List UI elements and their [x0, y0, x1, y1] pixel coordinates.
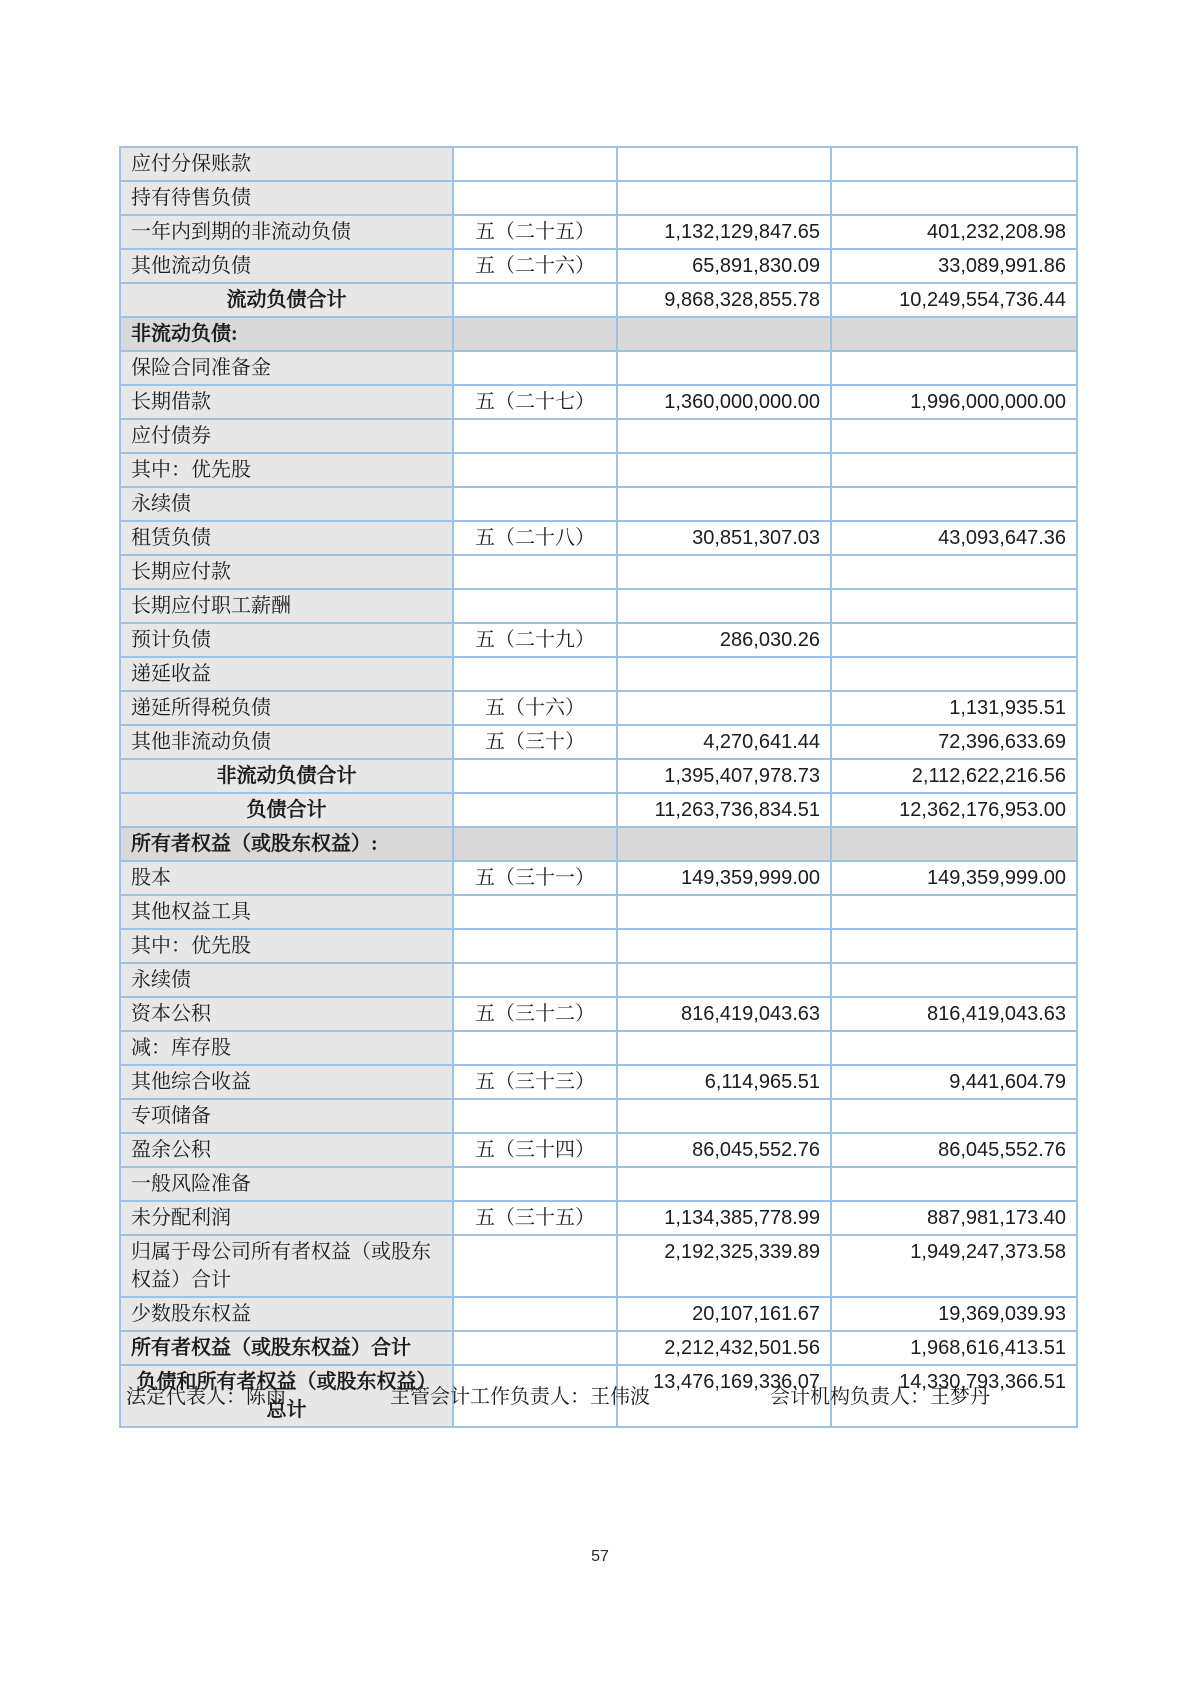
amount-prior-period-cell: 1,968,616,413.51 — [831, 1331, 1077, 1365]
amount-prior-period-cell — [831, 487, 1077, 521]
item-label-cell: 应付分保账款 — [120, 147, 453, 181]
amount-current-period-cell: 30,851,307.03 — [617, 521, 831, 555]
item-label-cell: 保险合同准备金 — [120, 351, 453, 385]
amount-prior-period-cell — [831, 963, 1077, 997]
table-row — [120, 317, 1077, 351]
amount-prior-period-cell: 1,996,000,000.00 — [831, 385, 1077, 419]
amount-prior-period-cell — [831, 589, 1077, 623]
signature-line — [0, 1380, 1200, 1410]
item-label-cell: 长期应付职工薪酬 — [120, 589, 453, 623]
amount-current-period-cell — [617, 419, 831, 453]
table-row — [120, 759, 1077, 793]
amount-current-period-cell: 20,107,161.67 — [617, 1297, 831, 1331]
item-label-cell: 其中：优先股 — [120, 453, 453, 487]
table-row — [120, 589, 1077, 623]
amount-current-period-cell: 1,360,000,000.00 — [617, 385, 831, 419]
accounting-head-text: 会计机构负责人：王梦丹 — [770, 1386, 990, 1408]
amount-prior-period-cell — [831, 181, 1077, 215]
note-reference-cell — [453, 453, 617, 487]
amount-current-period-cell — [617, 1099, 831, 1133]
note-reference-cell: 五（二十八） — [453, 521, 617, 555]
amount-prior-period-cell: 2,112,622,216.56 — [831, 759, 1077, 793]
note-reference-cell — [453, 827, 617, 861]
amount-prior-period-cell: 1,949,247,373.58 — [831, 1235, 1077, 1297]
note-reference-cell — [453, 1297, 617, 1331]
item-label-cell: 负债和所有者权益（或股东权益）总计 — [120, 1365, 453, 1427]
note-reference-cell — [453, 759, 617, 793]
table-row — [120, 1331, 1077, 1365]
table-row — [120, 827, 1077, 861]
table-row — [120, 1031, 1077, 1065]
amount-current-period-cell — [617, 453, 831, 487]
amount-current-period-cell — [617, 147, 831, 181]
table-row — [120, 861, 1077, 895]
item-label-cell: 非流动负债合计 — [120, 759, 453, 793]
item-label-cell: 未分配利润 — [120, 1201, 453, 1235]
amount-prior-period-cell — [831, 555, 1077, 589]
note-reference-cell — [453, 1167, 617, 1201]
item-label-cell: 永续债 — [120, 963, 453, 997]
note-reference-cell — [453, 1331, 617, 1365]
note-reference-cell: 五（二十七） — [453, 385, 617, 419]
amount-prior-period-cell — [831, 317, 1077, 351]
amount-prior-period-cell — [831, 827, 1077, 861]
item-label-cell: 长期借款 — [120, 385, 453, 419]
page-number: 57 — [591, 1548, 609, 1565]
note-reference-cell — [453, 929, 617, 963]
note-reference-cell — [453, 555, 617, 589]
note-reference-cell: 五（三十三） — [453, 1065, 617, 1099]
item-label-cell: 流动负债合计 — [120, 283, 453, 317]
item-label-cell: 递延收益 — [120, 657, 453, 691]
table-row — [120, 1099, 1077, 1133]
note-reference-cell: 五（三十四） — [453, 1133, 617, 1167]
note-reference-cell — [453, 147, 617, 181]
amount-prior-period-cell: 12,362,176,953.00 — [831, 793, 1077, 827]
amount-prior-period-cell: 10,249,554,736.44 — [831, 283, 1077, 317]
note-reference-cell — [453, 181, 617, 215]
item-label-cell: 专项储备 — [120, 1099, 453, 1133]
amount-prior-period-cell — [831, 623, 1077, 657]
amount-current-period-cell: 2,212,432,501.56 — [617, 1331, 831, 1365]
note-reference-cell: 五（二十六） — [453, 249, 617, 283]
table-row — [120, 147, 1077, 181]
item-label-cell: 所有者权益（或股东权益）合计 — [120, 1331, 453, 1365]
item-label-cell: 资本公积 — [120, 997, 453, 1031]
item-label-cell: 负债合计 — [120, 793, 453, 827]
table-row — [120, 487, 1077, 521]
amount-current-period-cell: 6,114,965.51 — [617, 1065, 831, 1099]
amount-current-period-cell: 816,419,043.63 — [617, 997, 831, 1031]
note-reference-cell — [453, 419, 617, 453]
item-label-cell: 持有待售负债 — [120, 181, 453, 215]
note-reference-cell: 五（三十） — [453, 725, 617, 759]
table-row — [120, 181, 1077, 215]
amount-prior-period-cell — [831, 147, 1077, 181]
amount-current-period-cell: 1,134,385,778.99 — [617, 1201, 831, 1235]
table-row — [120, 895, 1077, 929]
table-row — [120, 725, 1077, 759]
amount-current-period-cell — [617, 1167, 831, 1201]
item-label-cell: 租赁负债 — [120, 521, 453, 555]
note-reference-cell — [453, 487, 617, 521]
table-row — [120, 657, 1077, 691]
table-row — [120, 521, 1077, 555]
amount-current-period-cell: 86,045,552.76 — [617, 1133, 831, 1167]
note-reference-cell — [453, 657, 617, 691]
table-row — [120, 1235, 1077, 1297]
amount-current-period-cell — [617, 929, 831, 963]
item-label-cell: 归属于母公司所有者权益（或股东权益）合计 — [120, 1235, 453, 1297]
table-row — [120, 385, 1077, 419]
amount-current-period-cell — [617, 1031, 831, 1065]
note-reference-cell: 五（二十九） — [453, 623, 617, 657]
table-row — [120, 623, 1077, 657]
amount-prior-period-cell: 86,045,552.76 — [831, 1133, 1077, 1167]
amount-current-period-cell — [617, 181, 831, 215]
table-row — [120, 1297, 1077, 1331]
table-row — [120, 929, 1077, 963]
item-label-cell: 一年内到期的非流动负债 — [120, 215, 453, 249]
note-reference-cell: 五（十六） — [453, 691, 617, 725]
amount-prior-period-cell — [831, 1031, 1077, 1065]
amount-prior-period-cell — [831, 657, 1077, 691]
amount-current-period-cell — [617, 589, 831, 623]
note-reference-cell — [453, 283, 617, 317]
table-row — [120, 351, 1077, 385]
item-label-cell: 其他流动负债 — [120, 249, 453, 283]
note-reference-cell: 五（三十二） — [453, 997, 617, 1031]
item-label-cell: 长期应付款 — [120, 555, 453, 589]
note-reference-cell: 五（三十一） — [453, 861, 617, 895]
table-row — [120, 1201, 1077, 1235]
amount-current-period-cell — [617, 963, 831, 997]
table-row — [120, 1133, 1077, 1167]
item-label-cell: 盈余公积 — [120, 1133, 453, 1167]
amount-current-period-cell — [617, 827, 831, 861]
table-row — [120, 215, 1077, 249]
amount-current-period-cell: 2,192,325,339.89 — [617, 1235, 831, 1297]
amount-prior-period-cell: 72,396,633.69 — [831, 725, 1077, 759]
amount-prior-period-cell: 1,131,935.51 — [831, 691, 1077, 725]
amount-prior-period-cell: 33,089,991.86 — [831, 249, 1077, 283]
amount-prior-period-cell: 19,369,039.93 — [831, 1297, 1077, 1331]
amount-prior-period-cell — [831, 1167, 1077, 1201]
amount-prior-period-cell: 149,359,999.00 — [831, 861, 1077, 895]
amount-current-period-cell: 1,395,407,978.73 — [617, 759, 831, 793]
item-label-cell: 永续债 — [120, 487, 453, 521]
amount-current-period-cell: 11,263,736,834.51 — [617, 793, 831, 827]
amount-current-period-cell: 13,476,169,336.07 — [617, 1365, 831, 1427]
note-reference-cell — [453, 589, 617, 623]
item-label-cell: 减：库存股 — [120, 1031, 453, 1065]
item-label-cell: 所有者权益（或股东权益）: — [120, 827, 453, 861]
table-row — [120, 453, 1077, 487]
note-reference-cell — [453, 351, 617, 385]
amount-prior-period-cell: 43,093,647.36 — [831, 521, 1077, 555]
amount-prior-period-cell — [831, 1099, 1077, 1133]
note-reference-cell — [453, 793, 617, 827]
table-row — [120, 963, 1077, 997]
amount-prior-period-cell — [831, 351, 1077, 385]
amount-prior-period-cell: 14,330,793,366.51 — [831, 1365, 1077, 1427]
amount-prior-period-cell — [831, 453, 1077, 487]
amount-prior-period-cell — [831, 929, 1077, 963]
item-label-cell: 一般风险准备 — [120, 1167, 453, 1201]
amount-current-period-cell: 286,030.26 — [617, 623, 831, 657]
note-reference-cell — [453, 895, 617, 929]
table-row — [120, 1167, 1077, 1201]
table-row — [120, 555, 1077, 589]
note-reference-cell — [453, 1099, 617, 1133]
note-reference-cell — [453, 1235, 617, 1297]
item-label-cell: 少数股东权益 — [120, 1297, 453, 1331]
note-reference-cell — [453, 963, 617, 997]
item-label-cell: 非流动负债: — [120, 317, 453, 351]
balance-sheet-table — [119, 146, 1078, 1428]
amount-prior-period-cell: 401,232,208.98 — [831, 215, 1077, 249]
amount-current-period-cell — [617, 657, 831, 691]
amount-current-period-cell: 149,359,999.00 — [617, 861, 831, 895]
amount-prior-period-cell: 9,441,604.79 — [831, 1065, 1077, 1099]
item-label-cell: 预计负债 — [120, 623, 453, 657]
amount-current-period-cell — [617, 895, 831, 929]
amount-prior-period-cell — [831, 895, 1077, 929]
table-row — [120, 1065, 1077, 1099]
item-label-cell: 应付债券 — [120, 419, 453, 453]
table-row — [120, 283, 1077, 317]
amount-current-period-cell: 4,270,641.44 — [617, 725, 831, 759]
item-label-cell: 其中：优先股 — [120, 929, 453, 963]
item-label-cell: 递延所得税负债 — [120, 691, 453, 725]
note-reference-cell: 五（二十五） — [453, 215, 617, 249]
note-reference-cell — [453, 317, 617, 351]
amount-current-period-cell: 65,891,830.09 — [617, 249, 831, 283]
amount-current-period-cell — [617, 487, 831, 521]
amount-current-period-cell — [617, 317, 831, 351]
amount-current-period-cell — [617, 691, 831, 725]
amount-prior-period-cell: 887,981,173.40 — [831, 1201, 1077, 1235]
table-row — [120, 997, 1077, 1031]
item-label-cell: 其他非流动负债 — [120, 725, 453, 759]
legal-representative-text: 法定代表人：陈雨 — [126, 1386, 286, 1408]
amount-current-period-cell: 1,132,129,847.65 — [617, 215, 831, 249]
amount-current-period-cell — [617, 351, 831, 385]
item-label-cell: 其他权益工具 — [120, 895, 453, 929]
table-row — [120, 249, 1077, 283]
amount-prior-period-cell — [831, 419, 1077, 453]
note-reference-cell — [453, 1031, 617, 1065]
amount-current-period-cell — [617, 555, 831, 589]
table-row — [120, 691, 1077, 725]
chief-accountant-text: 主管会计工作负责人：王伟波 — [390, 1386, 650, 1408]
table-row — [120, 793, 1077, 827]
amount-current-period-cell: 9,868,328,855.78 — [617, 283, 831, 317]
note-reference-cell: 五（三十五） — [453, 1201, 617, 1235]
item-label-cell: 其他综合收益 — [120, 1065, 453, 1099]
amount-prior-period-cell: 816,419,043.63 — [831, 997, 1077, 1031]
table-row — [120, 419, 1077, 453]
item-label-cell: 股本 — [120, 861, 453, 895]
